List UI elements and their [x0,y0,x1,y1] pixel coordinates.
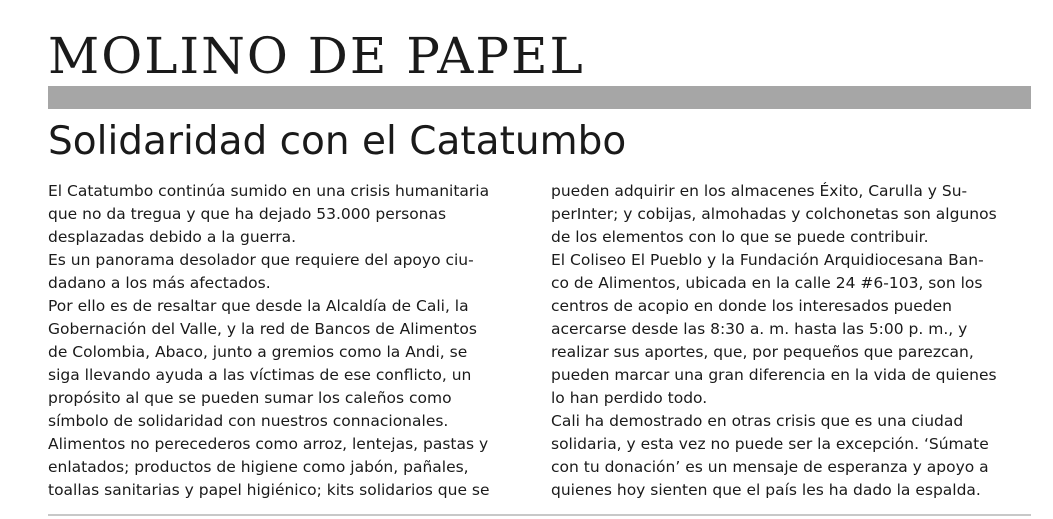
body-line: co de Alimentos, ubicada en la calle 24 #6-103, son los [551,274,983,292]
body-line: desplazadas debido a la guerra. [48,228,297,246]
body-line: El Coliseo El Pueblo y la Fundación Arquidiocesana Ban- [551,251,984,269]
body-line: enlatados; productos de higiene como jabón, pañales, [48,458,469,476]
body-line: dadano a los más afectados. [48,274,271,292]
body-line: perInter; y cobijas, almohadas y colchonetas son algunos [551,205,997,223]
body-line: solidaria, y esta vez no puede ser la excepción. ‘Súmate [551,435,989,453]
body-line: pueden adquirir en los almacenes Éxito, Carulla y Su- [551,182,968,200]
column-name: MOLINO DE PAPEL [48,27,585,85]
body-line: El Catatumbo continúa sumido en una crisis humanitaria [48,182,490,200]
body-line: Cali ha demostrado en otras crisis que es una ciudad [551,412,964,430]
body-line: Gobernación del Valle, y la red de Bancos de Alimentos [48,320,477,338]
body-line: con tu donación’ es un mensaje de esperanza y apoyo a [551,458,989,476]
body-line: quienes hoy sienten que el país les ha dado la espalda. [551,481,981,499]
body-line: Alimentos no perecederos como arroz, lentejas, pastas y [48,435,489,453]
body-line: centros de acopio en donde los interesados pueden [551,297,952,315]
body-line: de Colombia, Abaco, junto a gremios como la Andi, se [48,343,468,361]
footer-rule [48,514,1031,516]
body-line: Por ello es de resaltar que desde la Alcaldía de Cali, la [48,297,469,315]
body-line: pueden marcar una gran diferencia en la vida de quienes [551,366,997,384]
body-line: propósito al que se pueden sumar los caleños como [48,389,452,407]
body-line: lo han perdido todo. [551,389,708,407]
body-column-left [48,180,534,502]
body-line: acercarse desde las 8:30 a. m. hasta las 5:00 p. m., y [551,320,968,338]
body-line: realizar sus aportes, que, por pequeños que parezcan, [551,343,974,361]
body-line: de los elementos con lo que se puede contribuir. [551,228,929,246]
body-column-right [551,180,1036,502]
body-line: símbolo de solidaridad con nuestros connacionales. [48,412,449,430]
body-line: toallas sanitarias y papel higiénico; kits solidarios que se [48,481,490,499]
header-rule [48,86,1031,109]
body-line: Es un panorama desolador que requiere del apoyo ciu- [48,251,474,269]
article-headline: Solidaridad con el Catatumbo [48,119,627,164]
body-line: siga llevando ayuda a las víctimas de ese conflicto, un [48,366,472,384]
body-line: que no da tregua y que ha dejado 53.000 personas [48,205,447,223]
